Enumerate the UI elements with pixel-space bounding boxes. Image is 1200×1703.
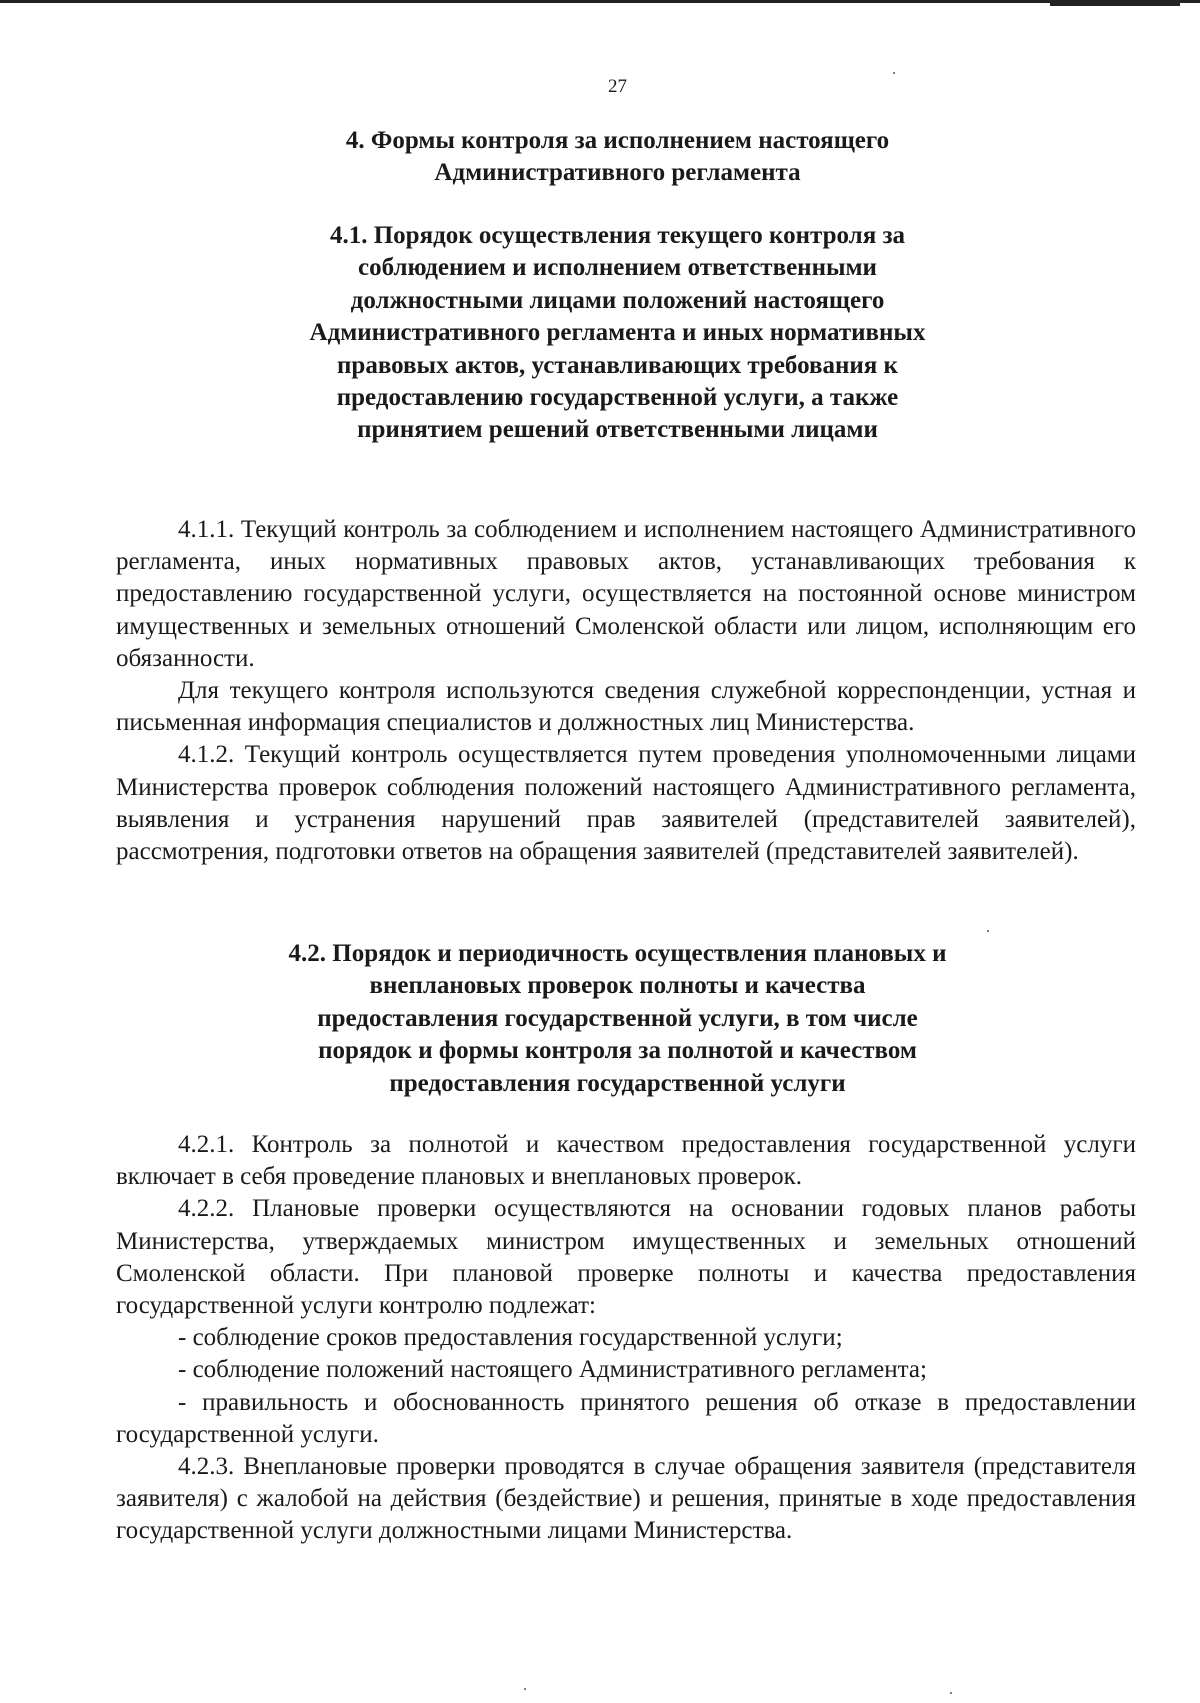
scan-top-border xyxy=(0,0,1200,3)
paragraph-4-2-3: 4.2.3. Внеплановые проверки проводятся в случае обращения заявителя (представителя заявителя) с жалобой на действия (бездействие) и решения, принятые в ходе предоставления государственной услуги должностными лицами Министерства. xyxy=(116,1453,1136,1545)
scan-speck xyxy=(950,1692,952,1694)
section-4-2-body xyxy=(116,1129,1136,1548)
paragraph-current-control-info: Для текущего контроля используются сведения служебной корреспонденции, устная и письменная информация специалистов и должностных лиц Министерства. xyxy=(116,677,1136,737)
page-number: 27 xyxy=(608,76,627,97)
paragraph-4-2-2: 4.2.2. Плановые проверки осуществляются на основании годовых планов работы Министерства, утверждаемых министром имущественных и земельных отношений Смоленской области. При плановой проверке полноты и качества предоставления государственной услуги контролю подлежат: xyxy=(116,1195,1136,1320)
subsection-heading-4-1: 4.1. Порядок осуществления текущего контроля за соблюдением и исполнением ответственными должностными лицами положений настоящего Административного регламента и иных нормативных правовых актов, устанавливающих требования к предоставлению государственной услуги, а также принятием решений ответственными лицами xyxy=(309,222,926,444)
section-heading-4: 4. Формы контроля за исполнением настоящего Административного регламента xyxy=(345,127,890,187)
paragraph-4-2-1: 4.2.1. Контроль за полнотой и качеством предоставления государственной услуги включает в себя проведение плановых и внеплановых проверок. xyxy=(116,1131,1136,1191)
scan-top-border-mark xyxy=(1050,0,1180,6)
paragraph-4-1-1: 4.1.1. Текущий контроль за соблюдением и исполнением настоящего Административного регламента, иных нормативных правовых актов, устанавливающих требования к предоставлению государственной услуги, осуществляется на постоянной основе министром имущественных и земельных отношений Смоленской области или лицом, исполняющим его обязанности. xyxy=(116,516,1136,672)
list-item-refusal-validity: - правильность и обоснованность принятого решения об отказе в предоставлении государственной услуги. xyxy=(116,1388,1136,1448)
scan-speck xyxy=(524,1688,526,1690)
paragraph-4-1-2: 4.1.2. Текущий контроль осуществляется путем проведения уполномоченными лицами Министерства проверок соблюдения положений настоящего Административного регламента, выявления и устранения нарушений прав заявителей (представителей заявителей), рассмотрения, подготовки ответов на обращения заявителей (представителей заявителей). xyxy=(116,741,1136,866)
list-item-deadlines: - соблюдение сроков предоставления государственной услуги; xyxy=(178,1324,843,1352)
list-item-regulation-compliance: - соблюдение положений настоящего Административного регламента; xyxy=(178,1356,927,1384)
section-4-1-body xyxy=(116,514,1136,868)
scan-speck xyxy=(893,72,895,74)
scan-speck xyxy=(987,930,989,932)
subsection-heading-4-2: 4.2. Порядок и периодичность осуществления плановых и внеплановых проверок полноты и качества предоставления государственной услуги, в том числе порядок и формы контроля за полнотой и качеством предоставления государственной услуги xyxy=(288,940,947,1097)
